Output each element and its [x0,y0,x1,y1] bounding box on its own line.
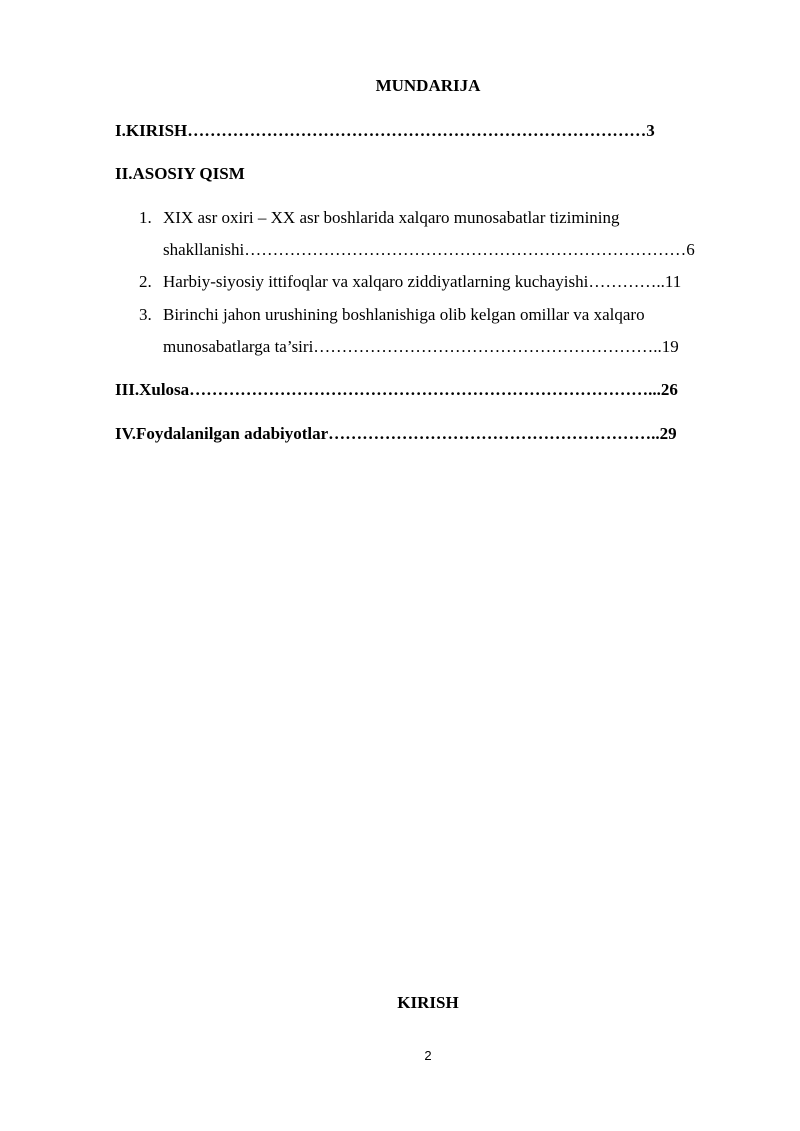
page-number: 2 [424,1048,432,1063]
toc-item-number: 1. [139,208,152,227]
toc-item-2-line1: Harbiy-siyosiy ittifoqlar va xalqaro ziddiyatlarning kuchayishi…………..11 [163,272,682,291]
toc-item-1-line2: shakllanishi……………………………………………………………………6 [163,240,695,259]
toc-title: MUNDARIJA [375,76,481,95]
section-title-kirish: KIRISH [397,993,459,1012]
toc-item-number: 3. [139,305,152,324]
toc-entry-xulosa: III.Xulosa………………………………………………………………………...26 [115,380,678,399]
toc-item-1-line1: XIX asr oxiri – XX asr boshlarida xalqaro munosabatlar tizimining [163,208,620,227]
toc-entry-kirish: I.KIRISH………………………………………………………………………3 [115,121,655,140]
toc-item-number: 2. [139,272,152,291]
toc-heading-asosiy-qism: II.ASOSIY QISM [115,164,245,183]
toc-item-3-line2: munosabatlarga ta’siri……………………………………………………..19 [163,337,679,356]
toc-item-3-line1: Birinchi jahon urushining boshlanishiga olib kelgan omillar va xalqaro [163,305,645,324]
toc-entry-adabiyotlar: IV.Foydalanilgan adabiyotlar…………………………………………………..29 [115,424,677,443]
